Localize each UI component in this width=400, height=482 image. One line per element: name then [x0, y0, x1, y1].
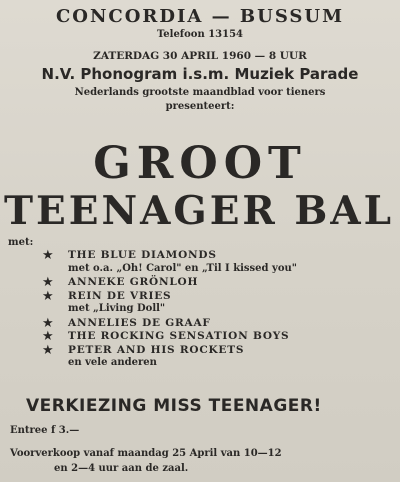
lineup-intro: met: [8, 237, 34, 248]
presents-label: presenteert: [165, 101, 235, 112]
headline-groot: GROOT [93, 138, 307, 189]
phone-number: Telefoon 13154 [156, 29, 243, 40]
tagline: Nederlands grootste maandblad voor tieners [74, 87, 326, 98]
act-note: en vele anderen [68, 357, 157, 368]
star-icon: ★ [42, 315, 54, 331]
act-name: PETER AND HIS ROCKETS [68, 343, 245, 356]
organizer: N.V. Phonogram i.s.m. Muziek Parade [41, 65, 359, 83]
act-name: ANNEKE GRÖNLOH [68, 276, 199, 288]
act-name: ANNELIES DE GRAAF [68, 316, 211, 329]
contest-headline: VERKIEZING MISS TEENAGER! [26, 396, 322, 416]
lineup-item [44, 329, 384, 343]
lineup-item [44, 275, 384, 289]
act-name: THE ROCKING SENSATION BOYS [68, 330, 290, 342]
lineup-note [44, 262, 384, 276]
lineup-item [44, 343, 384, 357]
lineup-note [44, 302, 384, 316]
lineup-item [44, 289, 384, 303]
star-icon: ★ [42, 342, 54, 358]
presale-info: Voorverkoop vanaf maandag 25 April van 10—12 [10, 448, 282, 459]
act-name: REIN DE VRIES [68, 289, 172, 302]
entry-price: Entree f 3.— [10, 425, 80, 436]
lineup-item [44, 248, 384, 262]
act-note: met o.a. „Oh! Carol" en „Til I kissed you" [68, 262, 297, 274]
star-icon: ★ [42, 329, 54, 344]
venue-title: CONCORDIA — BUSSUM [55, 6, 345, 27]
lineup-item [44, 316, 384, 330]
lineup-note [44, 356, 384, 370]
headline-teenager-bal: TEENAGER BAL [4, 188, 395, 234]
lineup-list [44, 248, 384, 370]
star-icon: ★ [42, 275, 54, 290]
act-name: THE BLUE DIAMONDS [68, 249, 217, 261]
act-note: met „Living Doll" [68, 303, 166, 314]
presale-info-cont: en 2—4 uur aan de zaal. [54, 463, 189, 474]
star-icon: ★ [42, 288, 54, 304]
event-date: ZATERDAG 30 APRIL 1960 — 8 UUR [93, 50, 307, 62]
star-icon: ★ [42, 248, 54, 263]
